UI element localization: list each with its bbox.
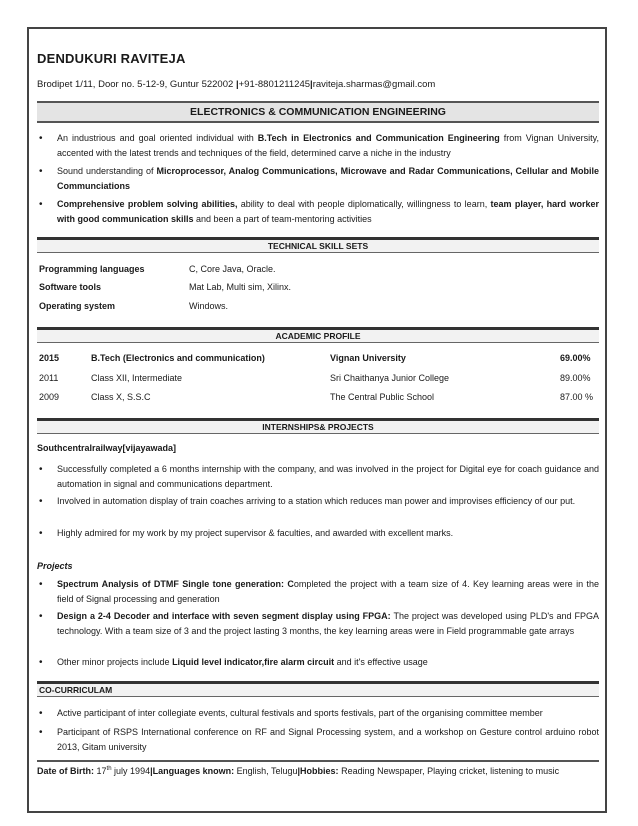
summary-item: • Sound understanding of Microprocessor, Analog Communications, Microwave and Radar Communications, Cellular and Mobile Communciations: [39, 166, 600, 191]
internship-item: • Highly admired for my work by my project supervisor & faculties, and awarded with excellent marks.: [39, 528, 454, 539]
branch-banner: ELECTRONICS & COMMUNICATION ENGINEERING: [37, 101, 599, 123]
project-item: • Design a 2-4 Decoder and interface with seven segment display using FPGA: The project was developed using PLD's and FPGA technology. With a team size of 3 and the project lasting 3 months, the key learning areas were in Field programmable gate arrays: [39, 611, 600, 636]
resume-page: [27, 27, 607, 813]
projects-label: Projects: [37, 561, 73, 571]
internship-company: Southcentralrailway[vijayawada]: [37, 443, 177, 453]
summary-item: • An industrious and goal oriented individual with B.Tech in Electronics and Communication Engineering from Vignan University, accented with the latest trends and techniques of the field, determined carve a niche in the industry: [39, 133, 599, 158]
academic-row: 2015 B.Tech (Electronics and communication) Vignan University 69.00%: [39, 353, 591, 363]
cocurricular-item: • Active participant of inter collegiate events, cultural festivals and sports festivals, part of the organising committee member: [39, 708, 543, 719]
academic-row: 2009 Class X, S.S.C The Central Public School 87.00 %: [39, 392, 594, 402]
address: Brodipet 1/11, Door no. 5-12-9, Guntur 522002: [37, 79, 234, 90]
project-item: • Other minor projects include Liquid level indicator,fire alarm circuit and it's effective usage: [39, 657, 428, 668]
skill-row: Programming languages C, Core Java, Oracle.: [39, 264, 276, 274]
academic-row: 2011 Class XII, Intermediate Sri Chaithanya Junior College 89.00%: [39, 373, 591, 383]
skill-row: Operating system Windows.: [39, 301, 229, 311]
summary-item: • Comprehensive problem solving abilities, ability to deal with people diplomatically, willingness to learn, team player, hard worker with good communication skills and been a part of team-mentoring activities: [39, 199, 599, 224]
phone: +91-8801211245: [238, 79, 311, 90]
project-item: • Spectrum Analysis of DTMF Single tone generation: Completed the project with a team size of 4. Key learning areas were in the field of Signal processing and generation: [39, 579, 599, 604]
internship-item: • Involved in automation display of train coaches arriving to a station which reduces man power and improvises efficiency of our put.: [39, 496, 576, 507]
cocurricular-item: • Participant of RSPS International conference on RF and Signal Processing system, and a workshop on Gesture control arduino robot 2013, Gitam university: [39, 727, 599, 752]
skills-heading: TECHNICAL SKILL SETS: [37, 237, 599, 253]
contact-line: Brodipet 1/11, Door no. 5-12-9, Guntur 522002 |+91-8801211245|raviteja.sharmas@gmail.com: [37, 79, 436, 90]
internship-item: • Successfully completed a 6 months internship with the company, and was involved in the project for Digital eye for coach guidance and automation in signal and communications department.: [39, 464, 599, 489]
personal-details: Date of Birth: 17th july 1994|Languages known: English, Telugu|Hobbies: Reading Newspaper, Playing cricket, listening to music: [37, 760, 599, 776]
academic-heading: ACADEMIC PROFILE: [37, 327, 599, 343]
skill-row: Software tools Mat Lab, Multi sim, Xilinx.: [39, 282, 292, 292]
email: raviteja.sharmas@gmail.com: [312, 79, 436, 90]
cocurricular-heading: CO-CURRICULAM: [37, 681, 599, 697]
internships-heading: INTERNSHIPS& PROJECTS: [37, 418, 599, 434]
candidate-name: DENDUKURI RAVITEJA: [37, 51, 186, 66]
